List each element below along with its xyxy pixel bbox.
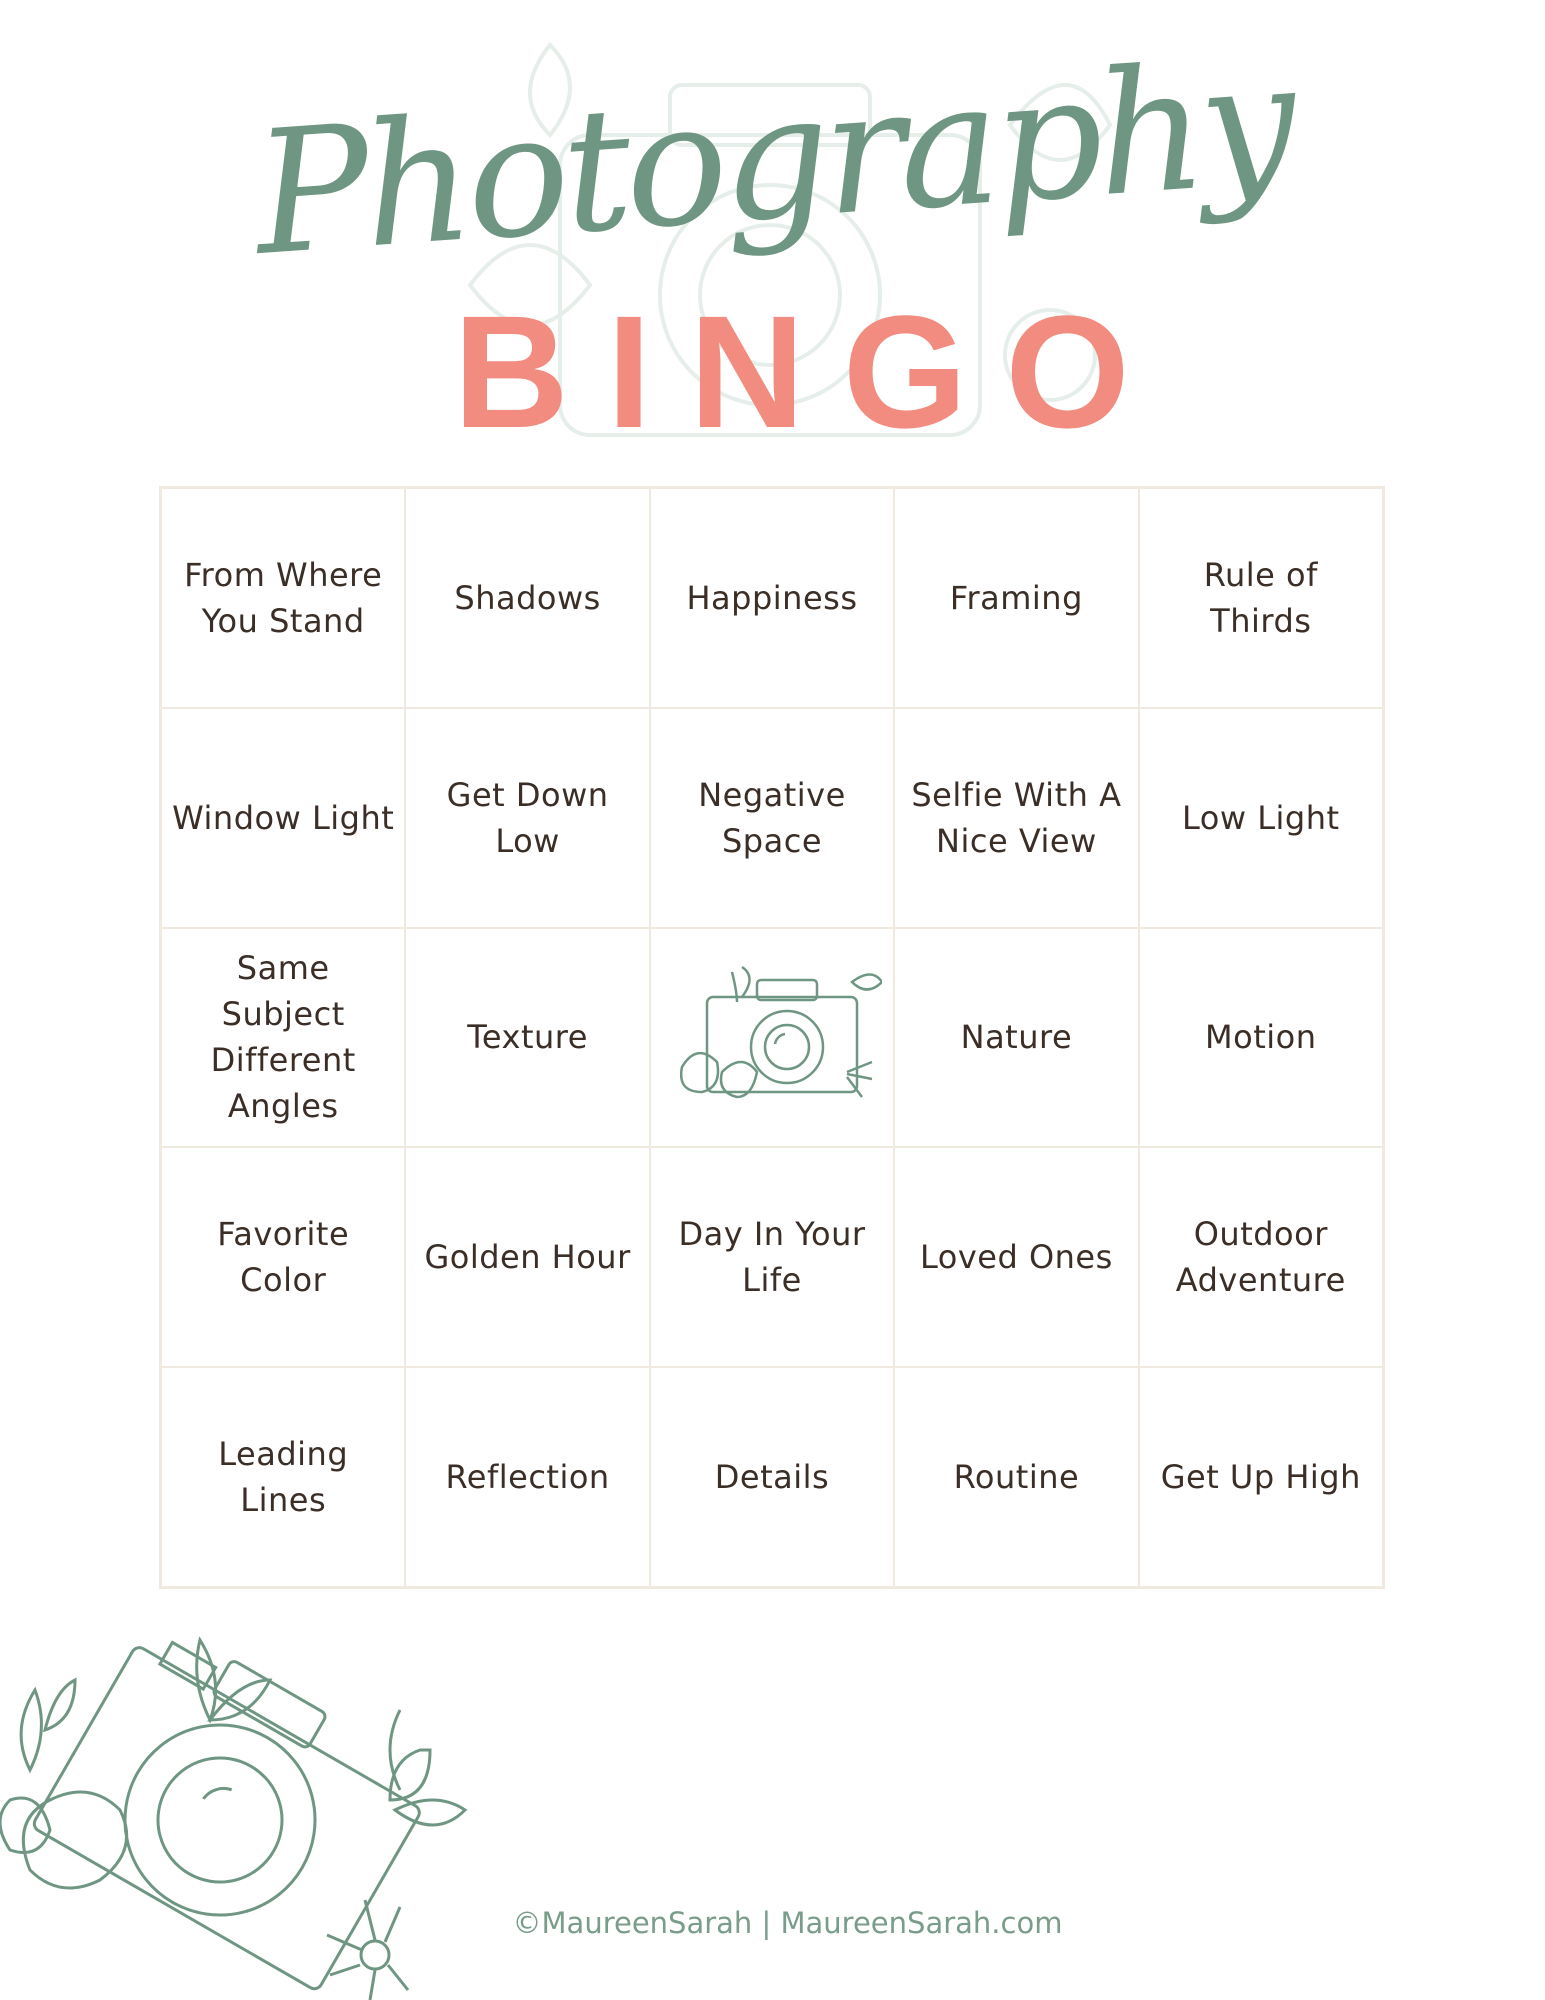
page-title-script: Photography [248, 24, 1297, 294]
bingo-cell[interactable]: Leading Lines [161, 1367, 405, 1587]
bingo-cell[interactable]: Motion [1139, 928, 1383, 1148]
bingo-cell[interactable]: Framing [894, 488, 1138, 708]
bingo-cell[interactable]: Outdoor Adventure [1139, 1147, 1383, 1367]
bingo-cell[interactable]: Loved Ones [894, 1147, 1138, 1367]
bingo-cell[interactable]: Selfie With A Nice View [894, 708, 1138, 928]
camera-flowers-icon [662, 962, 882, 1112]
bingo-cell[interactable]: Rule of Thirds [1139, 488, 1383, 708]
bingo-cell[interactable]: Window Light [161, 708, 405, 928]
decorative-camera-flowers-icon [0, 1620, 500, 2000]
bingo-cell[interactable]: From Where You Stand [161, 488, 405, 708]
bingo-cell[interactable]: Low Light [1139, 708, 1383, 928]
bingo-cell[interactable]: Texture [405, 928, 649, 1148]
bingo-cell[interactable]: Nature [894, 928, 1138, 1148]
bingo-cell[interactable]: Day In Your Life [650, 1147, 894, 1367]
bingo-cell[interactable]: Negative Space [650, 708, 894, 928]
bingo-cell[interactable]: Golden Hour [405, 1147, 649, 1367]
bingo-cell[interactable]: Details [650, 1367, 894, 1587]
page-title-bingo: BINGO [453, 282, 1168, 461]
bingo-cell[interactable]: Happiness [650, 488, 894, 708]
free-space-cell[interactable] [650, 928, 894, 1148]
bingo-grid [159, 486, 1385, 1589]
bingo-cell[interactable]: Same Subject Different Angles [161, 928, 405, 1148]
bingo-cell[interactable]: Get Up High [1139, 1367, 1383, 1587]
bingo-cell[interactable]: Shadows [405, 488, 649, 708]
bingo-cell[interactable]: Reflection [405, 1367, 649, 1587]
bingo-cell[interactable]: Routine [894, 1367, 1138, 1587]
bingo-cell[interactable]: Get Down Low [405, 708, 649, 928]
bingo-cell[interactable]: Favorite Color [161, 1147, 405, 1367]
footer-credit: ©MaureenSarah | MaureenSarah.com [512, 1906, 1063, 1940]
